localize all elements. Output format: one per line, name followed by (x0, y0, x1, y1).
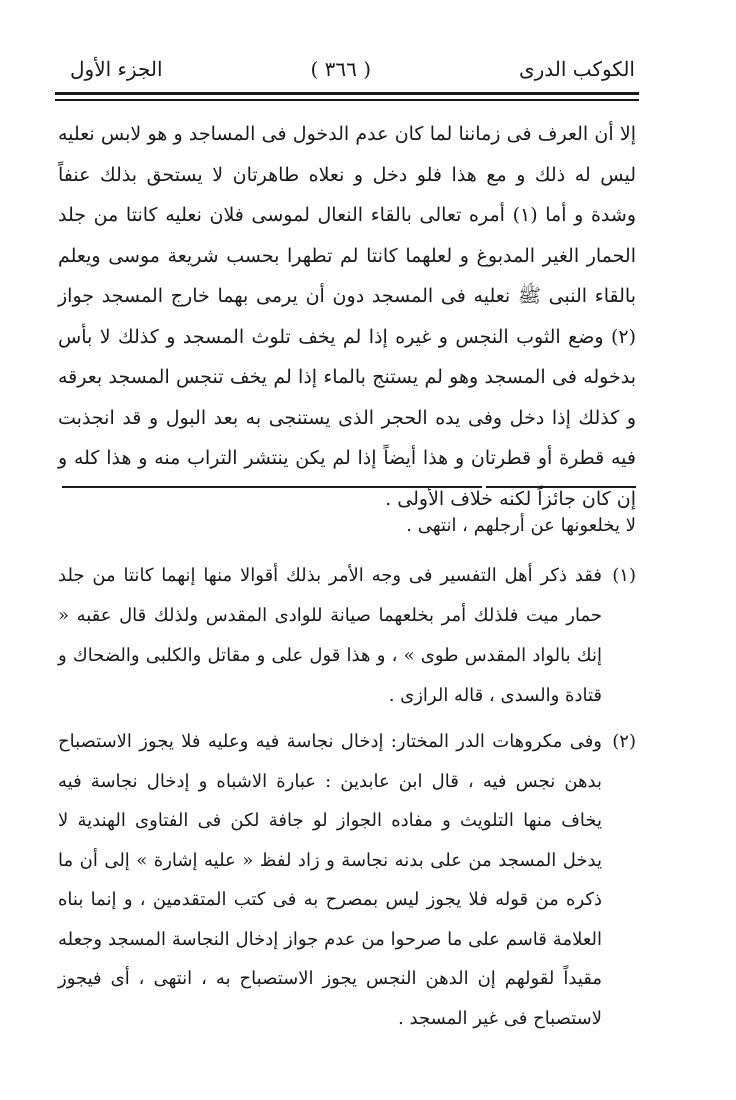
part-label: الجزء الأول (70, 57, 163, 81)
footnote-separator-left (62, 486, 482, 488)
footnote-text: وفى مكروهات الدر المختار: إدخال نجاسة فيه وعليه فلا يجوز الاستصباح بدهن نجس فيه ، قال ابن عابدين : عبارة الاشباه و إدخال نجاسة فيه يخاف منها التلويث و مفاده الجواز لو جافة لكن فى الفتاوى الهندية لا يدخل المسجد من على بدنه نجاسة و زاد لفظ « عليه إشارة » إلى أن ما ذكره من قوله فلا يجوز ليس بمصرح به فى كتب المتقدمين ، و إنما بناه العلامة قاسم على ما صرحوا من عدم جواز إدخال النجاسة المسجد وجعله مقيداً لقولهم إن الدهن النجس يجوز الاستصباح به ، انتهى ، أى فيجوز لاستصباح فى غير المسجد . (58, 731, 602, 1029)
header-rule-thin (55, 99, 639, 101)
page-number: ( ٣٦٦ ) (310, 57, 372, 81)
footnote-2 (58, 722, 636, 1038)
page-header (70, 52, 635, 86)
main-paragraph: إلا أن العرف فى زماننا لما كان عدم الدخول فى المساجد و هو لابس نعليه ليس له ذلك و مع هذا فلو دخل و نعلاه طاهرتان لا يستحق بذلك عنفاً وشدة و أما (١) أمره تعالى بالقاء النعال لموسى فلان نعليه كانتا من جلد الحمار الغير المدبوغ و لعلهما كانتا لم تطهرا بحسب شريعة موسى ويعلم بالقاء النبى ﷺ نعليه فى المسجد دون أن يرمى بهما خارج المسجد جواز (٢) وضع الثوب النجس و غيره إذا لم يخف تلوث المسجد و كذلك لا بأس بدخوله فى المسجد وهو لم يستنج بالماء إذا لم يخف تنجس المسجد بعرقه و كذلك إذا دخل وفى يده الحجر الذى يستنجى به بعد البول و قد انجذبت فيه قطرة أو قطرتان و هذا أيضاً إذا لم يكن ينتشر التراب منه و هذا كله و إن كان جائزاً لكنه خلاف الأولى . (58, 123, 636, 510)
footnote-continuation: لا يخلعونها عن أرجلهم ، انتهى . (406, 515, 636, 536)
footnote-text: فقد ذكر أهل التفسير فى وجه الأمر بذلك أقوالا منها إنهما كانتا من جلد حمار ميت فلذلك أمر بخلعهما صيانة للوادى المقدس ولذلك قال عقبه « إنك بالواد المقدس طوى » ، و هذا قول على و مقاتل والكلبى والضحاك و قتادة والسدى ، قاله الرازى . (58, 565, 602, 706)
footnote-marker: (٢) (612, 731, 636, 752)
header-rule-thick (55, 92, 639, 95)
footnote-marker: (١) (612, 565, 636, 586)
footnote-separator-right (486, 486, 636, 488)
footnote-1 (58, 556, 636, 716)
book-title: الكوكب الدرى (518, 57, 635, 81)
main-text (58, 114, 636, 519)
